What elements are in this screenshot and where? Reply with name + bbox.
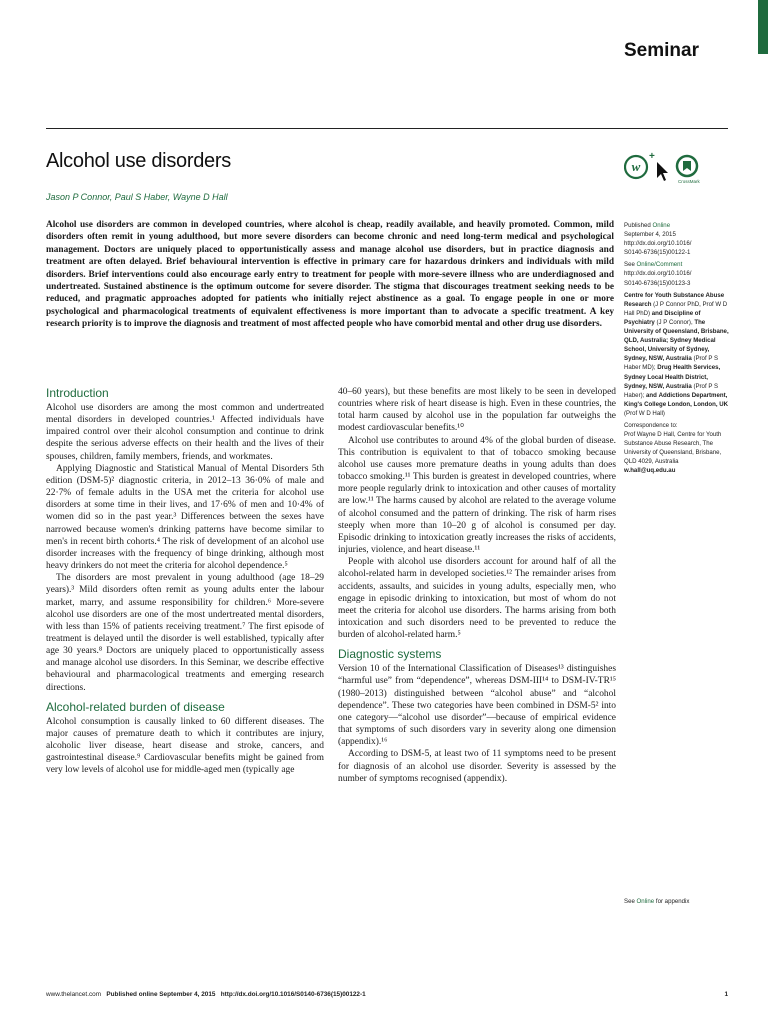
doi-link-1b[interactable]: S0140-6736(15)00122-1: [624, 249, 691, 257]
body-column-2: [338, 386, 616, 785]
section-heading-diagnostic: Diagnostic systems: [338, 647, 442, 662]
burden-paragraph-4: People with alcohol use disorders account for around half of all the alcohol-related harm in developed societies.¹² The remainder arises from accidents, assaults, and suicides in young adults, especially men, who engage in episodic drinking to intoxication, but most of whom do not meet the criteria for alcohol use disorders. The harms arising from both intoxication and such disorders need to be prevented to reduce the burden of alcohol-related harm.⁵: [338, 557, 616, 641]
comment-info: [624, 260, 732, 287]
section-heading-introduction: Introduction: [46, 386, 109, 400]
page-number: 1: [724, 991, 728, 998]
footer-published: Published online September 4, 2015: [106, 991, 216, 998]
footer-site-link[interactable]: www.thelancet.com: [46, 991, 102, 998]
affil-1: Centre for Youth Substance Abuse Research: [624, 291, 725, 308]
affil-2-people: (J P Connor),: [656, 318, 693, 326]
burden-paragraph-3: Alcohol use contributes to around 4% of the global burden of disease. This contribution is equivalent to that of tobacco smoking because alcohol use causes more premature deaths in young adults than does tobacco smoking.¹¹ This burden is greatest in developed countries, where more people regularly drink to intoxication and other causes of mortality are low.¹¹ The harms caused by alcohol are related to the average volume of alcohol consumed and the pattern of drinking. The risk of harm rises steeply when more than 10–20 g of alcohol is consumed per day. Episodic drinking to intoxication greatly increases the risks of accidents, injuries, violence, and heart disease.¹¹: [338, 435, 616, 556]
crossmark-icon[interactable]: [677, 156, 697, 176]
correspondence-label: Correspondence to:: [624, 421, 678, 429]
page-footer: [46, 991, 728, 998]
crossmark-label: CrossMark: [678, 179, 700, 184]
affil-2: Discipline of Psychiatry: [624, 309, 701, 326]
doi-link-1a[interactable]: http://dx.doi.org/10.1016/: [624, 240, 692, 248]
section-color-bar: [758, 0, 768, 54]
affil-and-1: and: [651, 309, 663, 317]
oa-w-icon[interactable]: [625, 152, 655, 178]
cursor-icon: [657, 162, 668, 181]
see-label: See: [624, 261, 635, 269]
article-authors[interactable]: Jason P Connor, Paul S Haber, Wayne D Hall: [46, 192, 228, 202]
correspondence-address: Prof Wayne D Hall, Centre for Youth Substance Abuse Research, The University of Queensland, Brisbane, QLD 4029, Australia: [624, 431, 722, 466]
appendix-online-link[interactable]: Online: [636, 898, 655, 905]
diagnostic-paragraph-2: According to DSM-5, at least two of 11 symptoms need to be present for diagnosis of an alcohol use disorder. Severity is assessed by the number of symptoms recognised (appendix).: [338, 749, 616, 784]
affil-5-people: (Prof W D Hall): [624, 409, 665, 417]
section-header: Seminar: [624, 40, 699, 61]
appendix-see: See: [624, 898, 635, 905]
top-rule: [46, 128, 728, 129]
body-column-1: [46, 386, 324, 777]
article-abstract: Alcohol use disorders are common in developed countries, where alcohol is cheap, readily available, and heavily promoted. Common, mild disorders often remit in young adulthood, but more severe disorders can become chronic and need long-term medical and psychological management. Doctors are uniquely placed to opportunistically assess and manage alcohol use disorders, but in practice diagnosis and treatment are often delayed. Brief behavioural intervention is effective in primary care for hazardous drinkers and individuals with mild disorders. Brief interventions could also encourage early entry to treatment for people with more-severe illness who are underdiagnosed and undertreated. Sustained abstinence is the optimum outcome for severe disorder. The stigma that discourages treatment seeking needs to be reduced, and pragmatic approaches adopted for patients who initially reject abstinence as a goal. To engage people in one or more psychological and pharmacological treatments of equivalent effectiveness is more important than to advocate a specific treatment. A key research priority is to improve the diagnosis and treatment of most affected people who have comorbid mental and other drug use disorders.: [46, 220, 614, 330]
article-sidebar: [624, 221, 732, 479]
appendix-note: [624, 898, 689, 905]
affiliations: [624, 291, 732, 418]
svg-text:w: w: [631, 159, 641, 174]
affil-3-people: (Prof P S Haber MD);: [624, 355, 719, 372]
affil-4: Drug Health Services, Sydney Local Health District, Sydney, NSW, Australia: [624, 364, 721, 390]
article-title: Alcohol use disorders: [46, 150, 231, 172]
published-info: [624, 221, 732, 257]
affil-3: The University of Queensland, Brisbane, QLD, Australia; Sydney Medical School, University of Sydney, Sydney, NSW, Australia: [624, 318, 729, 363]
intro-paragraph-3: The disorders are most prevalent in young adulthood (age 18–29 years).³ Mild disorders often remit as young adults enter the labour market, marry, and assume responsibility for children.⁶ More-severe alcohol use disorders are one of the most undertreated mental disorders, with less than 15% of patients receiving treatment.⁷ The first episode of treatment is delayed until the disorder is well established, typically after age 30 years.⁸ Doctors are uniquely placed to opportunistically assess and manage alcohol use disorders. In this Seminar, we describe effective behavioural and pharmacological treatments and emerging research directions.: [46, 573, 324, 693]
doi-link-2b[interactable]: S0140-6736(15)00123-3: [624, 279, 691, 287]
svg-text:+: +: [649, 152, 655, 162]
published-online-link[interactable]: Online: [652, 222, 671, 229]
burden-paragraph-1: Alcohol consumption is causally linked to 60 different diseases. The major causes of premature death to which it contributes are injury, alcoholic liver disease, heart disease and stroke, cancers, and gastrointestinal disease.⁹ Cardiovascular benefits might be gained from very low levels of alcohol use for middle-aged men (typically age: [46, 716, 324, 776]
burden-paragraph-2: 40–60 years), but these benefits are most likely to be seen in developed countries where risk of heart disease is high. Even in these countries, the total harm caused by alcohol use in the population far outweighs the modest cardiovascular benefits.¹⁰: [338, 387, 616, 434]
appendix-rest: for appendix: [655, 898, 690, 905]
footer-doi-link[interactable]: http://dx.doi.org/10.1016/S0140-6736(15)00122-1: [220, 991, 366, 998]
correspondence-email[interactable]: w.hall@uq.edu.au: [624, 467, 676, 475]
article-badges: [624, 152, 704, 190]
diagnostic-paragraph-1: Version 10 of the International Classification of Diseases¹³ distinguishes “harmful use” from “dependence”, whereas DSM-III¹⁴ to DSM-IV-TR¹⁵ (1980–2013) distinguished between “alcohol abuse” and “alcohol dependence”. These two categories have been combined in DSM-5² into one category—“alcohol use disorder”—because of empirical evidence that symptoms of such disorders vary in severity along one dimension (appendix).¹⁶: [338, 664, 616, 748]
doi-link-2a[interactable]: http://dx.doi.org/10.1016/: [624, 270, 692, 278]
affil-and-2: and: [646, 391, 657, 399]
section-heading-burden: Alcohol-related burden of disease: [46, 699, 225, 714]
affil-5: Addictions Department, King's College London, London, UK: [624, 391, 729, 408]
intro-paragraph-2: Applying Diagnostic and Statistical Manual of Mental Disorders 5th edition (DSM-5)² diagnostic criteria, in 2012–13 36·0% of male and 22·7% of female adults in the USA met the criteria for alcohol use disorders at some time in their lives, and 17·6% of men and 10·4% of women did so in the past year.³ Differences between the sexes have narrowed because women's drinking patterns have become similar to men's in recent birth cohorts.⁴ The risk of development of an alcohol use disorder increases with the frequency of binge drinking, although most heavy drinkers do not meet the criteria for alcohol dependence.⁵: [46, 463, 324, 572]
published-label: Published: [624, 222, 651, 229]
published-date: September 4, 2015: [624, 231, 676, 239]
correspondence: [624, 421, 732, 476]
affil-1-people: (J P Connor PhD, Prof W D Hall PhD): [624, 300, 728, 317]
badge-graphics: [624, 152, 704, 190]
intro-paragraph-1: Alcohol use disorders are among the most common and undertreated mental disorders in developed countries.¹ Affected individuals have impaired control over their alcohol consumption and continue to drink despite the serious adverse effects on their health and the lives of their spouses, children, family members, friends, and workmates.: [46, 403, 324, 462]
affil-4-people: (Prof P S Haber);: [624, 382, 719, 399]
online-comment-link[interactable]: Online/Comment: [636, 261, 683, 269]
